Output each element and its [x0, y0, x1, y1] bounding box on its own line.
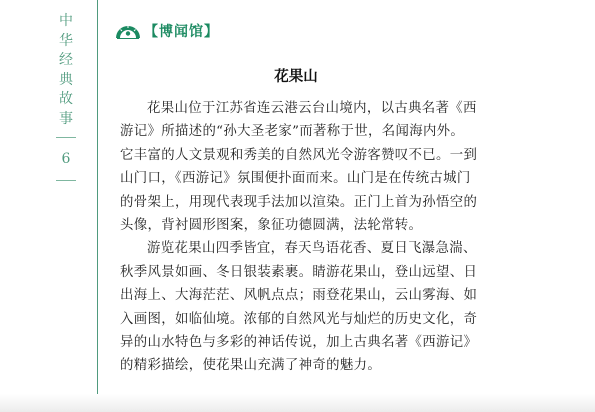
paragraph-1-line: 游记》所描述的“孙大圣老家”而著称于世，名闻海内外。 [120, 124, 465, 140]
series-title-char: 华 [59, 32, 73, 49]
section-label: 【博闻馆】 [144, 24, 219, 40]
paragraph-1-line: 的骨架上，用现代表现手法加以渲染。正门上首为孙悟空的 [120, 194, 478, 210]
series-title-char: 中 [59, 13, 73, 29]
page-number-rule-top [56, 137, 76, 138]
series-title-char: 典 [59, 71, 73, 88]
series-title-char: 经 [59, 52, 73, 68]
article-body [120, 97, 500, 378]
paragraph-2-line: 游览花果山四季皆宜，春天鸟语花香、夏日飞瀑急湍、 [147, 241, 477, 257]
paragraph-2-line: 异的山水特色与多彩的神话传说，加上古典名著《西游记》 [120, 334, 478, 350]
section-header [115, 19, 219, 43]
paragraph-1-line: 山门口，《西游记》氛围便扑面而来。山门是在传统古城门 [120, 171, 471, 187]
paragraph-1-line: 头像，背衬圆形图案，象征功德圆满，法轮常转。 [120, 217, 423, 233]
paragraph-2-line: 出海上、大海茫茫、风帆点点；雨登花果山，云山雾海、如 [120, 288, 478, 304]
article-title: 花果山 [274, 69, 318, 85]
series-title-char: 故 [59, 91, 73, 107]
margin-divider-line [97, 0, 98, 394]
fan-ornament-icon [115, 23, 141, 39]
page-number-rule-bottom [56, 180, 76, 181]
series-title-char: 事 [59, 110, 73, 127]
paragraph-2-line: 的精彩描绘，使花果山充满了神奇的魅力。 [120, 358, 382, 374]
paragraph-2-line: 秋季风景如画、冬日银装素裹。睛游花果山，登山远望、日 [120, 264, 478, 280]
page-number: 6 [61, 151, 71, 167]
paragraph-2-line: 入画图，如临仙境。浓郁的自然风光与灿烂的历史文化，奇 [120, 311, 478, 327]
paragraph-1-line: 它丰富的人文景观和秀美的自然风光令游客赞叹不已。一到 [120, 147, 478, 163]
paragraph-1-line: 花果山位于江苏省连云港云台山境内，以古典名著《西 [147, 101, 477, 116]
page-bottom-shadow [0, 394, 595, 412]
series-title-vertical [56, 12, 76, 129]
